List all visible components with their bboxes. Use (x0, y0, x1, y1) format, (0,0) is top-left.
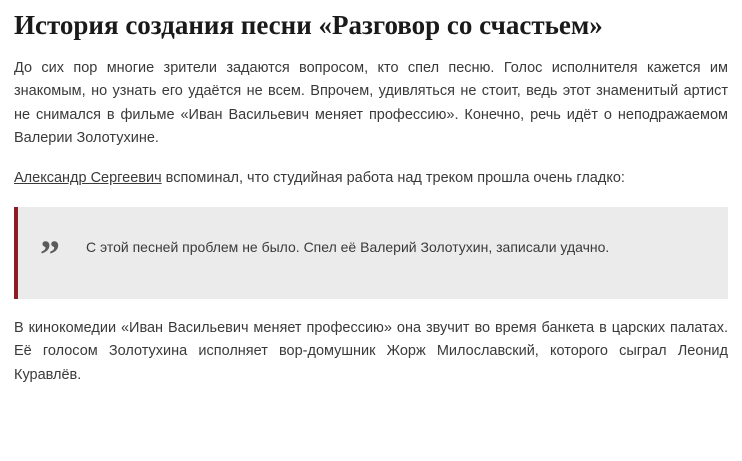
lead-in-rest: вспоминал, что студийная работа над треком прошла очень гладко: (161, 170, 625, 187)
quote-mark-icon: ” (40, 231, 60, 277)
article-paragraph-closing: В кинокомедии «Иван Васильевич меняет профессию» она звучит во время банкета в царских палатах. Её голосом Золотухина исполняет вор-домушник Жорж Милославский, которого сыграл Леонид Куравлёв. (14, 319, 728, 383)
blockquote (14, 207, 728, 299)
highlighted-name: Александр Сергеевич (14, 170, 162, 187)
blockquote-text: С этой песней проблем не было. Спел её Валерий Золотухин, записали удачно. (86, 238, 610, 255)
article-paragraph-1: До сих пор многие зрители задаются вопросом, кто спел песню. Голос исполнителя кажется им знакомым, но узнать его удаётся не всем. Впрочем, удивляться не стоит, ведь этот знаменитый артист не снимался в фильме «Иван Васильевич меняет профессию». Конечно, речь идёт о неподражаемом Валерии Золотухине. (14, 59, 728, 146)
article-lead-in (14, 167, 728, 190)
page-title: История создания песни «Разговор со счастьем» (14, 10, 603, 40)
